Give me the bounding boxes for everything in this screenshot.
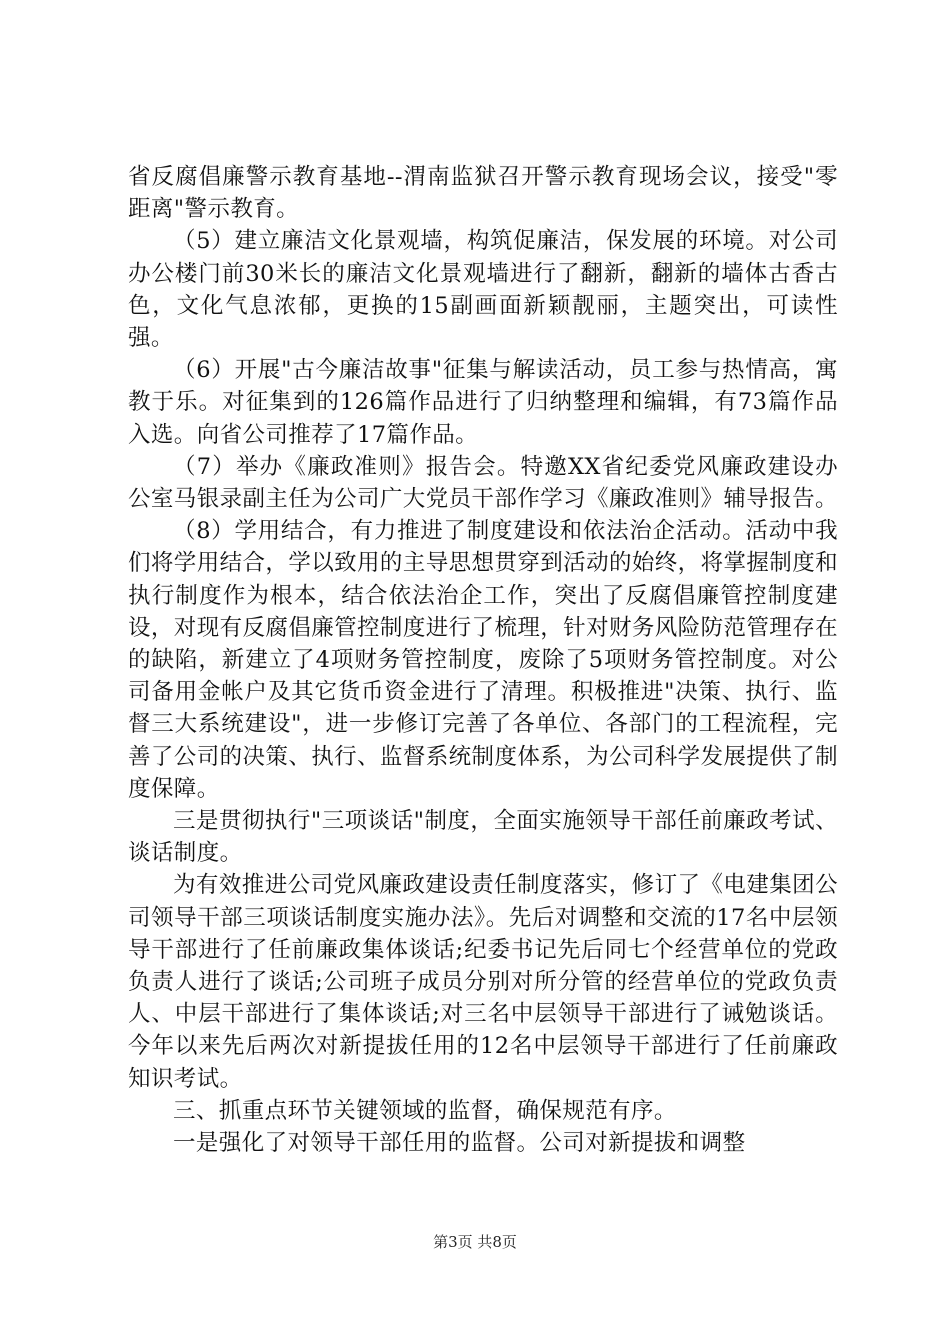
paragraph-item-5: （5）建立廉洁文化景观墙，构筑促廉洁，保发展的环境。对公司办公楼门前30米长的廉洁文化景观墙进行了翻新，翻新的墙体古香古色，文化气息浓郁，更换的15副画面新颖靓丽，主题突出，可读性强。 <box>128 228 838 352</box>
paragraph-item-7: （7）举办《廉政准则》报告会。特邀XX省纪委党风廉政建设办公室马银录副主任为公司广大党员干部作学习《廉政准则》辅导报告。 <box>128 453 838 513</box>
section-heading-three: 三、抓重点环节关键领域的监督，确保规范有序。 <box>173 1097 677 1124</box>
paragraph-point-one: 一是强化了对领导干部任用的监督。公司对新提拔和调整 <box>173 1130 746 1157</box>
document-body <box>128 161 838 1159</box>
paragraph-continuation: 省反腐倡廉警示教育基地--渭南监狱召开警示教育现场会议，接受"零距离"警示教育。 <box>128 164 838 223</box>
paragraph-item-8: （8）学用结合，有力推进了制度建设和依法治企活动。活动中我们将学用结合，学以致用的主导思想贯穿到活动的始终，将掌握制度和执行制度作为根本，结合依法治企工作，突出了反腐倡廉管控制度建设，对现有反腐倡廉管控制度进行了梳理，针对财务风险防范管理存在的缺陷，新建立了4项财务管控制度，废除了5项财务管控制度。对公司备用金帐户及其它货币资金进行了清理。积极推进"决策、执行、监督三大系统建设"，进一步修订完善了各单位、各部门的工程流程，完善了公司的决策、执行、监督系统制度体系，为公司科学发展提供了制度保障。 <box>128 518 838 802</box>
page-number-footer: 第3页 共8页 <box>433 1233 517 1251</box>
paragraph-talk-system: 为有效推进公司党风廉政建设责任制度落实，修订了《电建集团公司领导干部三项谈话制度实施办法》。先后对调整和交流的17名中层领导干部进行了任前廉政集体谈话;纪委书记先后同七个经营单位的党政负责人进行了谈话;公司班子成员分别对所分管的经营单位的党政负责人、中层干部进行了集体谈话;对三名中层领导干部进行了诫勉谈话。今年以来先后两次对新提拔任用的12名中层领导干部进行了任前廉政知识考试。 <box>128 872 838 1092</box>
paragraph-item-6: （6）开展"古今廉洁故事"征集与解读活动，员工参与热情高，寓教于乐。对征集到的126篇作品进行了归纳整理和编辑，有73篇作品入选。向省公司推荐了17篇作品。 <box>128 357 838 448</box>
paragraph-point-three: 三是贯彻执行"三项谈话"制度，全面实施领导干部任前廉政考试、谈话制度。 <box>128 808 838 867</box>
